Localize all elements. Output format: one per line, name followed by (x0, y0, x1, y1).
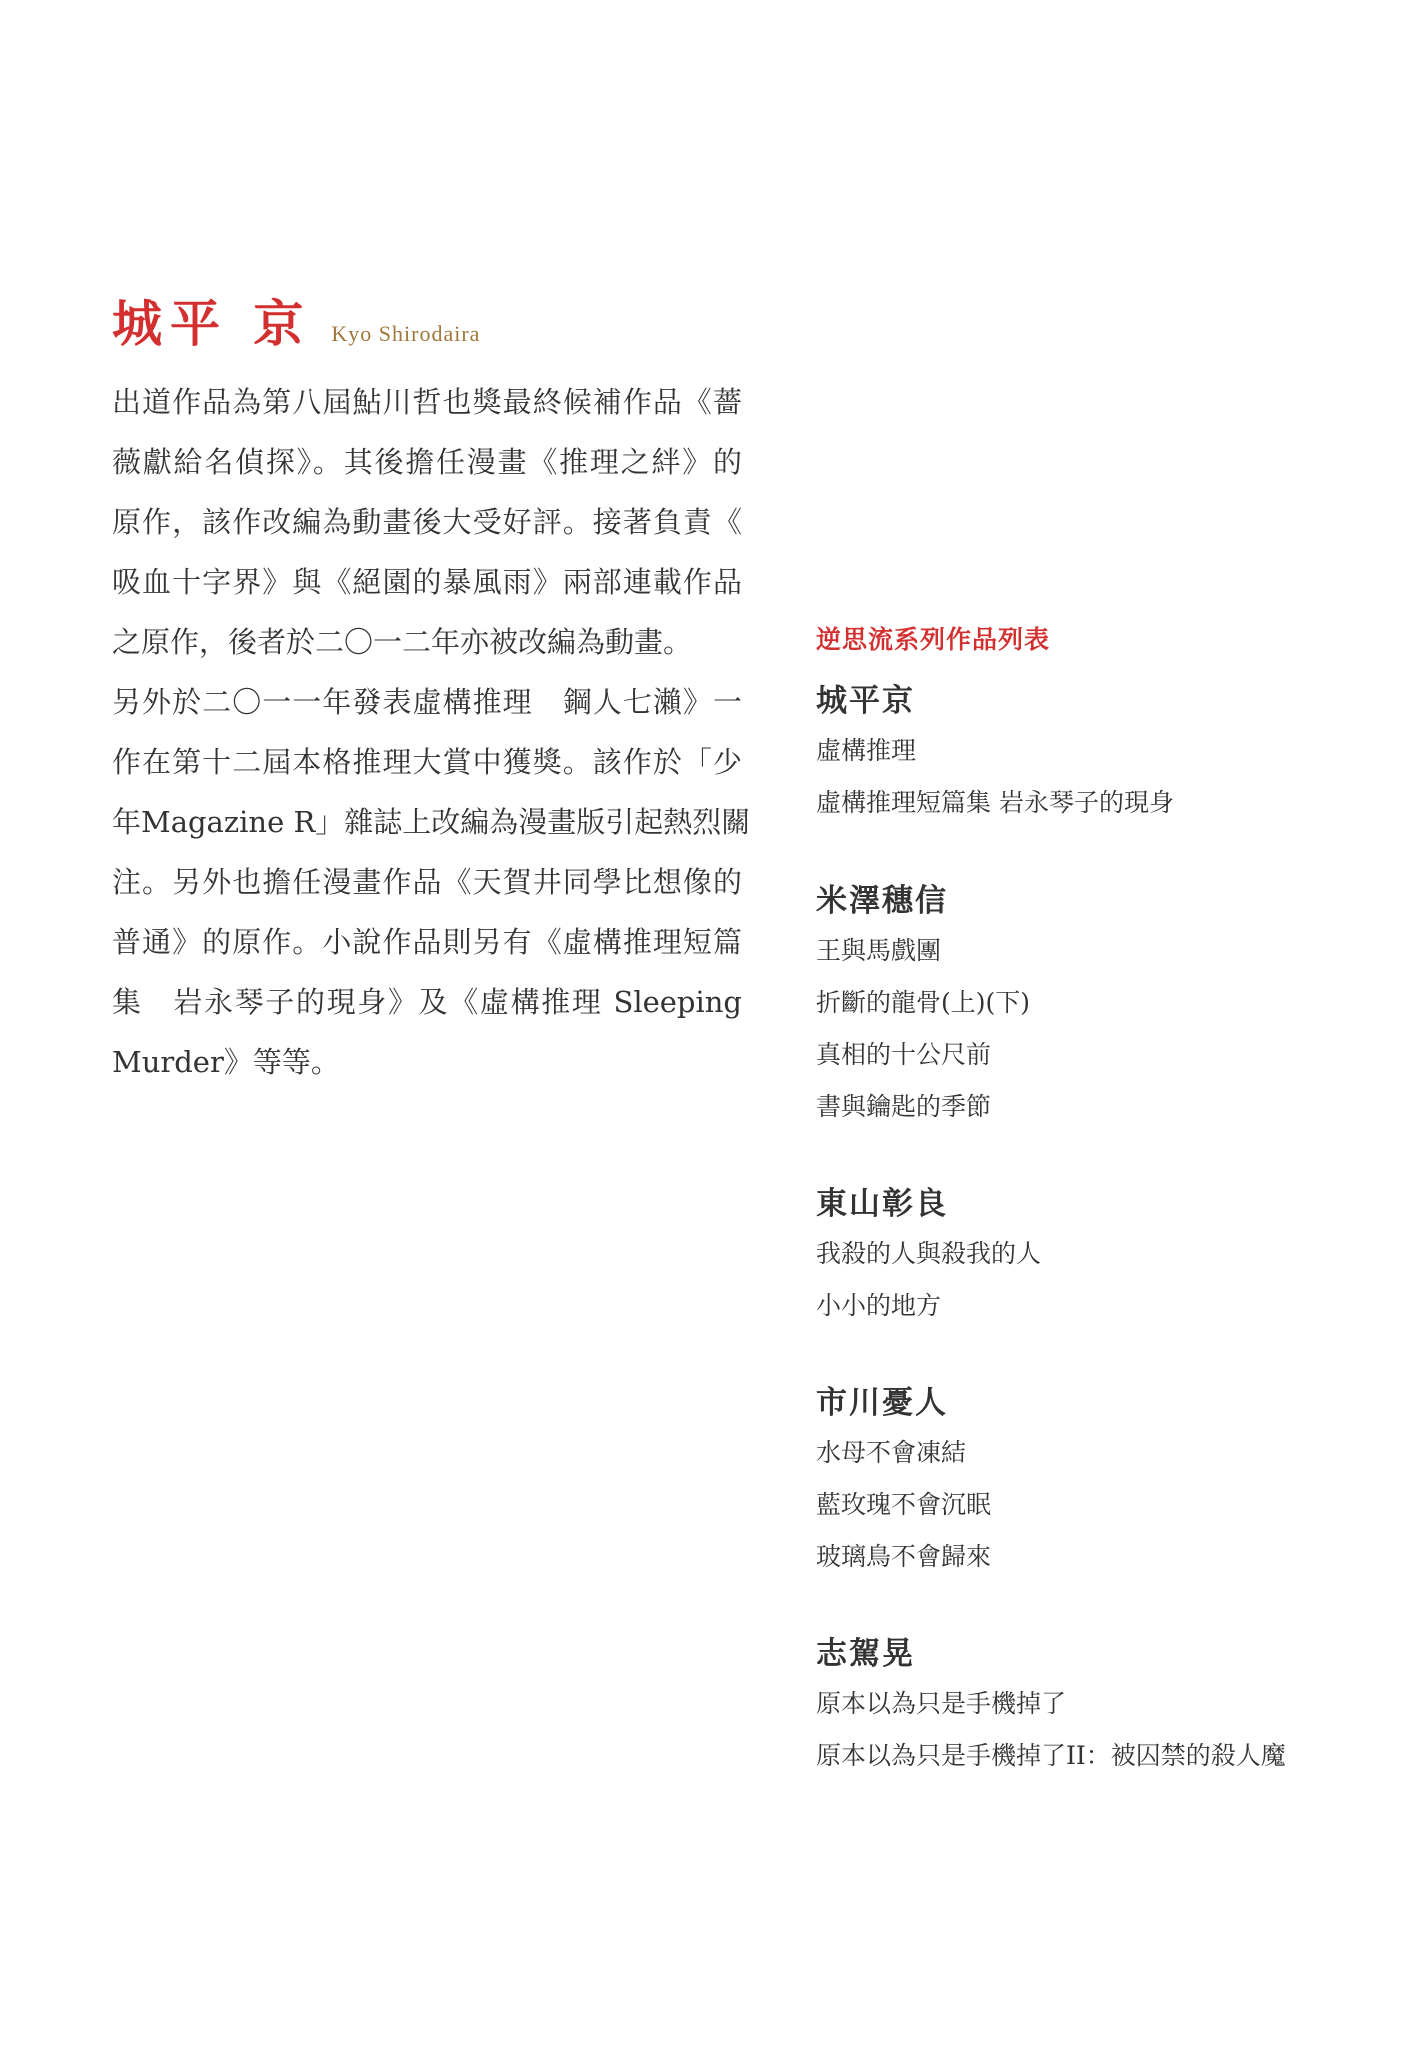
series-group-higashiyama (816, 1180, 1376, 1332)
bio-line: 原作，該作改編為動畫後大受好評。接著負責《 (112, 505, 742, 539)
work-title: 玻璃鳥不會歸來 (816, 1542, 992, 1571)
group-author-name: 志駕晃 (816, 1636, 915, 1672)
bio-line: 薇獻給名偵探》。其後擔任漫畫《推理之絆》的 (112, 445, 742, 479)
bio-line: 集 岩永琴子的現身》及《虛構推理 Sleeping (112, 985, 742, 1019)
work-title: 我殺的人與殺我的人 (816, 1239, 1042, 1268)
group-author-name: 市川憂人 (816, 1385, 948, 1421)
series-list-title: 逆思流系列作品列表 (816, 625, 1051, 654)
bio-line: 作在第十二屆本格推理大賞中獲獎。該作於「少 (112, 745, 742, 779)
series-group-ichikawa (816, 1379, 1376, 1583)
series-group-shiga (816, 1630, 1376, 1782)
work-title: 水母不會凍結 (816, 1438, 967, 1467)
group-author-name: 城平京 (816, 683, 915, 719)
bio-line: 吸血十字界》與《絕園的暴風雨》兩部連載作品 (112, 565, 742, 599)
bio-line: 普通》的原作。小說作品則另有《虛構推理短篇 (112, 925, 742, 959)
work-title: 書與鑰匙的季節 (816, 1092, 992, 1121)
work-title: 原本以為只是手機掉了II：被囚禁的殺人魔 (816, 1741, 1286, 1770)
bio-line: 出道作品為第八屆鮎川哲也獎最終候補作品《薔 (112, 385, 742, 419)
work-title: 藍玫瑰不會沉眠 (816, 1490, 992, 1519)
series-group-yonezawa (816, 877, 1376, 1133)
author-name: 城平 京 (112, 294, 312, 353)
work-title: 折斷的龍骨(上)(下) (816, 988, 1031, 1017)
group-author-name: 米澤穗信 (816, 883, 948, 919)
series-group-shirodaira (816, 677, 1376, 829)
group-author-name: 東山彰良 (816, 1186, 948, 1222)
work-title: 原本以為只是手機掉了 (816, 1689, 1067, 1718)
author-header (112, 288, 480, 360)
bio-line: 之原作，後者於二〇一二年亦被改編為動畫。 (112, 625, 693, 659)
bio-line: 另外於二〇一一年發表虛構推理 鋼人七瀨》一 (112, 685, 742, 719)
work-title: 王與馬戲團 (816, 936, 942, 965)
bio-line: Murder》等等。 (112, 1045, 340, 1079)
series-works-list (816, 622, 1376, 1770)
author-romaji: Kyo Shirodaira (331, 321, 481, 346)
work-title: 虛構推理 (816, 736, 917, 765)
work-title: 小小的地方 (816, 1291, 942, 1320)
work-title: 真相的十公尺前 (816, 1040, 992, 1069)
author-biography (112, 372, 751, 1092)
bio-line: 年Magazine R」雜誌上改編為漫畫版引起熱烈關 (112, 805, 751, 839)
bio-line: 注。另外也擔任漫畫作品《天賀井同學比想像的 (112, 865, 742, 899)
work-title: 虛構推理短篇集 岩永琴子的現身 (816, 788, 1174, 817)
